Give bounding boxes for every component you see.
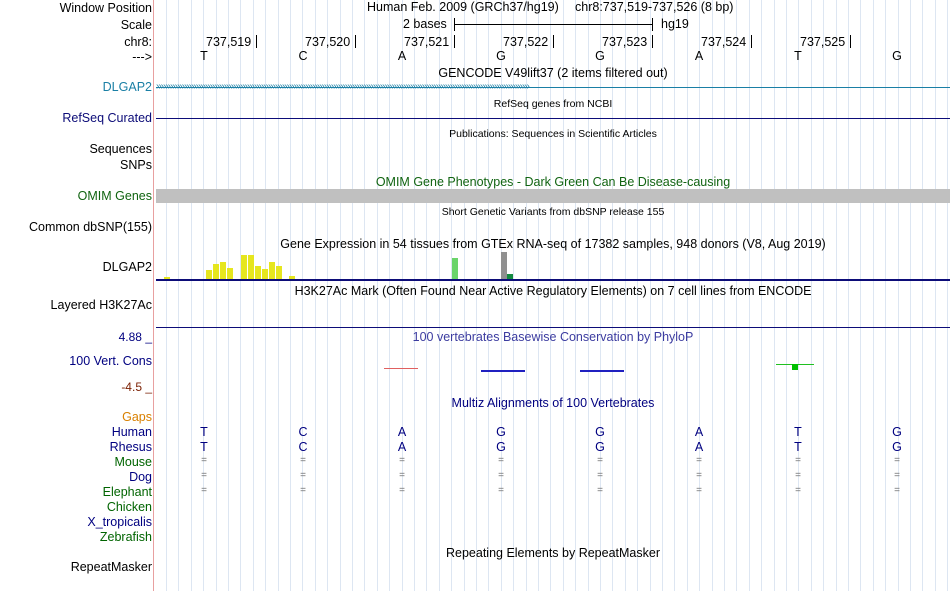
species-base: = — [795, 455, 801, 466]
species-base: G — [892, 440, 902, 454]
omim-track-title[interactable]: OMIM Gene Phenotypes - Dark Green Can Be Disease-causing — [375, 175, 731, 189]
dbsnp-track-title[interactable]: Short Genetic Variants from dbSNP release 155 — [441, 206, 665, 218]
gtex-bar — [452, 258, 458, 280]
gaps-label[interactable]: Gaps — [122, 410, 152, 424]
rmsk-track-label[interactable]: RepeatMasker — [70, 560, 152, 574]
position-readout[interactable]: chr8:737,519-737,526 (8 bp) — [575, 0, 734, 14]
species-base: = — [201, 485, 207, 496]
cons-track-title[interactable]: 100 vertebrates Basewise Conservation by PhyloP — [412, 330, 694, 344]
position-tick-mark — [454, 35, 455, 48]
position-tick-label: 737,525 — [800, 35, 846, 49]
gtex-bar — [255, 266, 261, 280]
species-base: T — [794, 440, 802, 454]
position-tick-label: 737,519 — [206, 35, 252, 49]
species-base: = — [300, 485, 306, 496]
species-base: = — [696, 485, 702, 496]
sequence-base: T — [200, 49, 208, 63]
species-base: = — [795, 470, 801, 481]
species-base: = — [399, 455, 405, 466]
species-base: = — [597, 455, 603, 466]
position-tick-mark — [652, 35, 653, 48]
window-position-label: Window Position — [59, 1, 152, 15]
h3k27ac-track-title[interactable]: H3K27Ac Mark (Often Found Near Active Regulatory Elements) on 7 cell lines from ENCODE — [294, 284, 812, 298]
sequence-base: A — [397, 49, 407, 63]
gtex-bar — [213, 264, 219, 280]
species-base: = — [498, 455, 504, 466]
rmsk-track-title[interactable]: Repeating Elements by RepeatMasker — [445, 546, 660, 560]
refseq-track-title[interactable]: RefSeq genes from NCBI — [493, 98, 613, 110]
scale-label: Scale — [120, 18, 152, 32]
species-base: = — [597, 485, 603, 496]
dbsnp-track-label[interactable]: Common dbSNP(155) — [29, 220, 152, 234]
refseq-gene-line[interactable] — [156, 118, 950, 119]
refseq-track-label[interactable]: RefSeq Curated — [62, 111, 152, 125]
species-base: = — [201, 455, 207, 466]
sequence-base: C — [298, 49, 308, 63]
species-base: = — [498, 470, 504, 481]
species-base: = — [894, 455, 900, 466]
gtex-expression-bars[interactable] — [156, 250, 950, 280]
species-base: = — [498, 485, 504, 496]
sequence-base: G — [892, 49, 902, 63]
cons-bar-2 — [481, 370, 525, 372]
species-base: = — [696, 455, 702, 466]
species-base: A — [694, 425, 704, 439]
h3k27ac-track-label[interactable]: Layered H3K27Ac — [50, 298, 152, 312]
cons-min-value: -4.5 _ — [121, 380, 152, 394]
snps-track-label[interactable]: SNPs — [120, 158, 152, 172]
scale-bar-right-end — [652, 18, 653, 31]
db-name: hg19 — [661, 17, 689, 31]
gencode-gene-feature[interactable] — [156, 81, 950, 93]
species-base: T — [200, 440, 208, 454]
cons-track-label[interactable]: 100 Vert. Cons — [69, 354, 152, 368]
species-base: = — [201, 470, 207, 481]
position-tick-mark — [553, 35, 554, 48]
position-tick-mark — [850, 35, 851, 48]
species-base: T — [200, 425, 208, 439]
species-base: = — [300, 470, 306, 481]
cons-bar-1 — [384, 368, 418, 369]
species-label[interactable]: Zebrafish — [99, 530, 152, 544]
sequence-base: G — [595, 49, 605, 63]
h3k27ac-baseline — [156, 327, 950, 328]
gtex-bar — [269, 262, 275, 280]
position-tick-label: 737,523 — [602, 35, 648, 49]
species-label[interactable]: Dog — [129, 470, 152, 484]
species-base: = — [894, 485, 900, 496]
gtex-bar — [220, 262, 226, 280]
gencode-track-title[interactable]: GENCODE V49lift37 (2 items filtered out) — [438, 66, 668, 80]
chrom-label: chr8: — [124, 35, 152, 49]
cons-peak — [792, 364, 798, 370]
species-base: G — [595, 440, 605, 454]
species-base: G — [496, 440, 506, 454]
scale-bar-left-end — [454, 18, 455, 31]
omim-feature-bar[interactable] — [156, 189, 950, 203]
species-base: G — [496, 425, 506, 439]
cons-bar-3 — [580, 370, 624, 372]
gencode-strand-chevrons: ›››››››››››››››››››››››››››››››››››››››››››››››››››››››››››››››››››››››››››››››››››››››››››››››››››››››››››››››››››››››››››››››››››››››››››››››››››››››››››››››› — [156, 81, 529, 92]
position-tick-label: 737,524 — [701, 35, 747, 49]
position-tick-mark — [751, 35, 752, 48]
gtex-track-title[interactable]: Gene Expression in 54 tissues from GTEx RNA-seq of 17382 samples, 948 donors (V8, Aug 2019) — [280, 237, 826, 251]
species-base: = — [795, 485, 801, 496]
position-tick-label: 737,521 — [404, 35, 450, 49]
omim-track-label[interactable]: OMIM Genes — [77, 189, 152, 203]
gtex-track-label[interactable]: DLGAP2 — [102, 260, 152, 274]
species-label[interactable]: X_tropicalis — [87, 515, 152, 529]
strand-label: ---> — [132, 50, 152, 64]
position-tick-label: 737,522 — [503, 35, 549, 49]
pubs-track-label[interactable]: Sequences — [89, 142, 152, 156]
gtex-gene-line — [156, 279, 950, 281]
species-base: G — [595, 425, 605, 439]
multiz-track-title[interactable]: Multiz Alignments of 100 Vertebrates — [451, 396, 655, 410]
sequence-base: T — [794, 49, 802, 63]
species-base: = — [894, 470, 900, 481]
species-base: C — [298, 440, 308, 454]
pubs-track-title[interactable]: Publications: Sequences in Scientific Articles — [449, 128, 657, 140]
gtex-bar — [276, 266, 282, 280]
species-base: G — [892, 425, 902, 439]
position-tick-mark — [256, 35, 257, 48]
scale-bar — [454, 24, 652, 25]
position-tick-label: 737,520 — [305, 35, 351, 49]
species-base: = — [300, 455, 306, 466]
gtex-bar — [241, 255, 247, 280]
species-label[interactable]: Elephant — [102, 485, 152, 499]
species-base: A — [397, 440, 407, 454]
sequence-base: G — [496, 49, 506, 63]
species-label[interactable]: Human — [111, 425, 152, 439]
gencode-track-label[interactable]: DLGAP2 — [102, 80, 152, 94]
gtex-bar — [248, 255, 254, 280]
species-label[interactable]: Chicken — [106, 500, 152, 514]
scale-text: 2 bases — [403, 17, 447, 31]
position-tick-mark — [355, 35, 356, 48]
species-base: T — [794, 425, 802, 439]
species-base: A — [397, 425, 407, 439]
sequence-base: A — [694, 49, 704, 63]
species-base: = — [399, 485, 405, 496]
track-separator-line — [153, 0, 154, 591]
species-label[interactable]: Mouse — [114, 455, 152, 469]
species-base: = — [597, 470, 603, 481]
cons-max-value: 4.88 _ — [118, 330, 152, 344]
species-base: = — [399, 470, 405, 481]
species-label[interactable]: Rhesus — [109, 440, 152, 454]
species-base: A — [694, 440, 704, 454]
species-base: = — [696, 470, 702, 481]
species-base: C — [298, 425, 308, 439]
assembly-title[interactable]: Human Feb. 2009 (GRCh37/hg19) — [367, 0, 559, 14]
